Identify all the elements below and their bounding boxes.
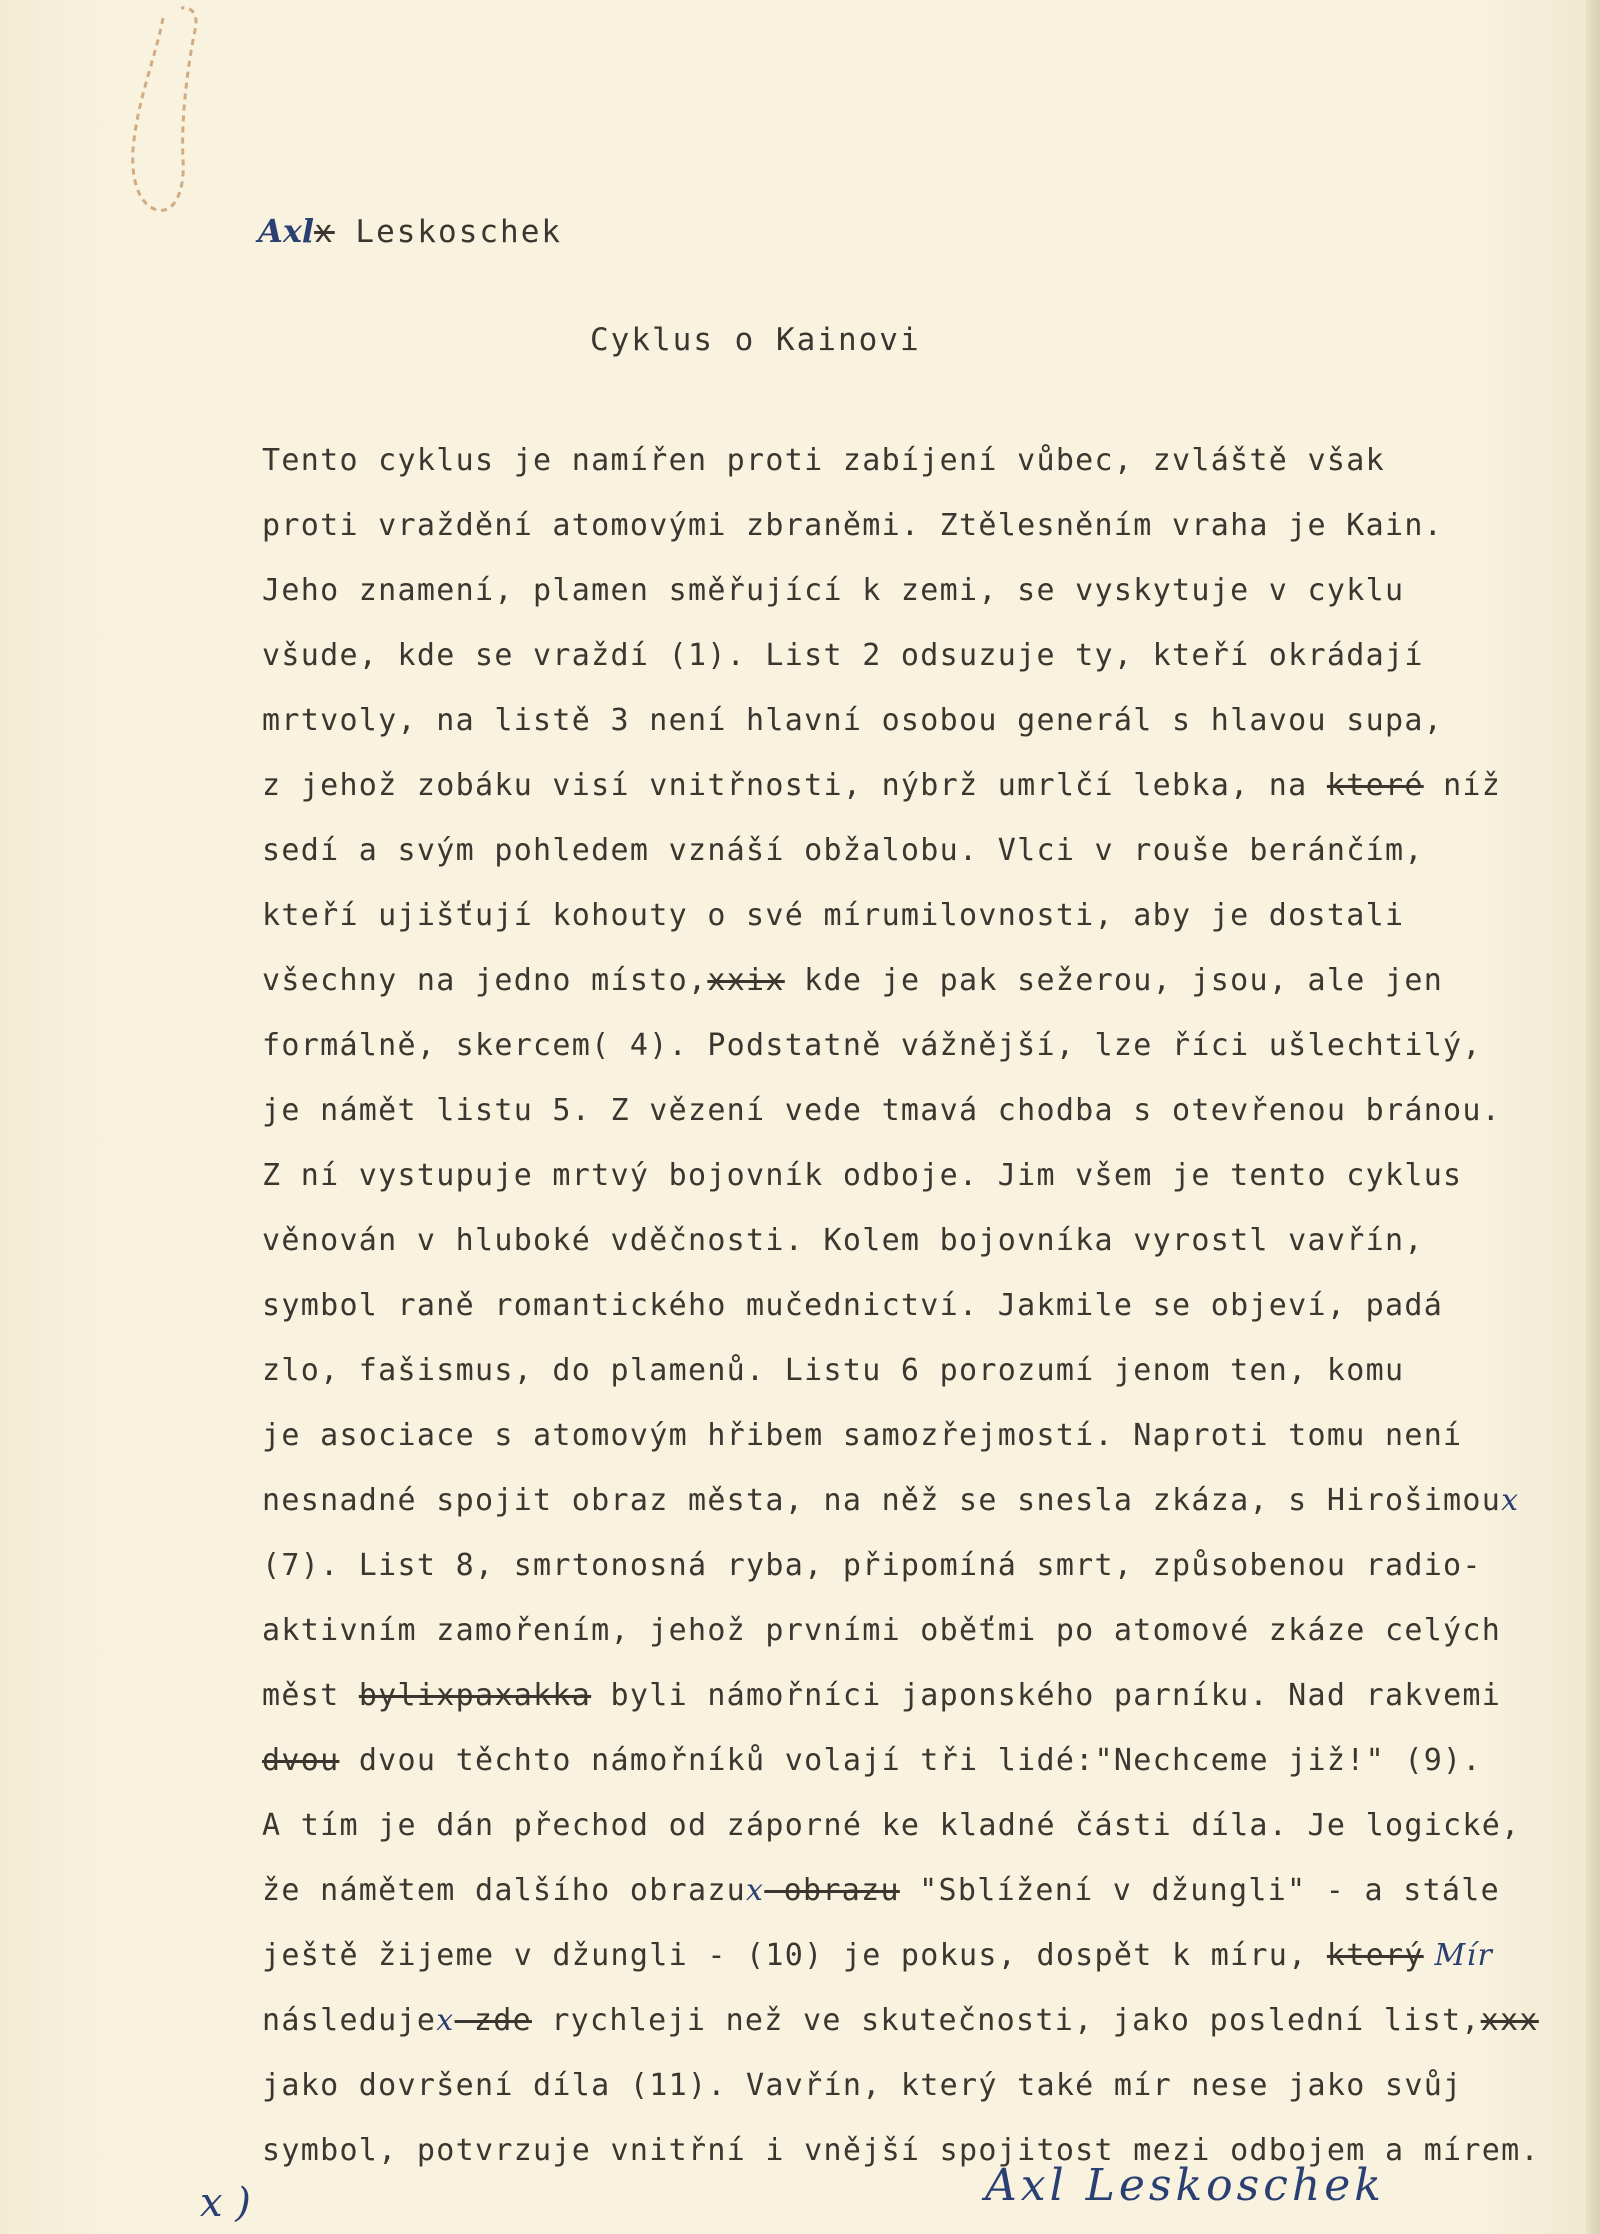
text-line: [262, 1858, 1592, 1923]
handwritten-insertion: x: [436, 2003, 455, 2038]
line-text-before: měst: [262, 1678, 359, 1713]
line-text: je asociace s atomovým hřibem samozřejmostí. Naproti tomu není: [262, 1418, 1463, 1453]
line-text: jako dovršení díla (11). Vavřín, který také mír nese jako svůj: [262, 2068, 1463, 2103]
line-text-after: "Sblížení v džungli" - a stále: [899, 1873, 1501, 1908]
line-text-before: všechny na jedno místo,: [262, 963, 708, 998]
line-text: formálně, skercem( 4). Podstatně vážnější, lze říci ušlechtilý,: [262, 1028, 1482, 1063]
author-typed-name: Leskoschek: [355, 214, 563, 250]
author-line: [258, 212, 562, 250]
handwritten-bottom-mark: x ): [200, 2180, 251, 2226]
handwritten-insertion: x: [1501, 1483, 1520, 1518]
line-text: je námět listu 5. Z vězení vede tmavá chodba s otevřenou bránou.: [262, 1093, 1502, 1128]
text-line: [262, 1338, 1592, 1403]
line-text: mrtvoly, na listě 3 není hlavní osobou generál s hlavou supa,: [262, 703, 1444, 738]
text-line: [262, 948, 1592, 1013]
text-line: [262, 1013, 1592, 1078]
text-line: [262, 2053, 1592, 2118]
line-text-before: následuje: [262, 2003, 437, 2038]
line-text: proti vraždění atomovými zbraněmi. Ztělesněním vraha je Kain.: [262, 508, 1444, 543]
text-line: [262, 818, 1592, 883]
line-text: kteří ujišťují kohouty o své mírumilovnosti, aby je dostali: [262, 898, 1405, 933]
text-line: [262, 1598, 1592, 1663]
document-title: Cyklus o Kainovi: [590, 322, 921, 358]
line-text-before: z jehož zobáku visí vnitřnosti, nýbrž umrlčí lebka, na: [262, 768, 1327, 803]
handwritten-insertion: Mír: [1423, 1938, 1494, 1973]
text-line: [262, 1923, 1592, 1988]
text-line: [262, 1143, 1592, 1208]
struck-text: obrazu: [764, 1873, 900, 1908]
text-line: [262, 1403, 1592, 1468]
text-line: [262, 493, 1592, 558]
struck-text: xxx: [1480, 2003, 1539, 2038]
line-text: všude, kde se vraždí (1). List 2 odsuzuje ty, kteří okrádají: [262, 638, 1424, 673]
text-line: [262, 883, 1592, 948]
line-text: zlo, fašismus, do plamenů. Listu 6 porozumí jenom ten, komu: [262, 1353, 1405, 1388]
struck-text: které: [1326, 768, 1424, 803]
line-text: symbol raně romantického mučednictví. Jakmile se objeví, padá: [262, 1288, 1444, 1323]
line-text: sedí a svým pohledem vznáší obžalobu. Vlci v rouše beránčím,: [262, 833, 1424, 868]
line-text-after: dvou těchto námořníků volají tři lidé:"Nechceme již!" (9).: [339, 1743, 1482, 1778]
text-line: [262, 2118, 1592, 2183]
text-line: [262, 1988, 1592, 2053]
text-line: [262, 1468, 1592, 1533]
text-line: [262, 623, 1592, 688]
line-text: věnován v hluboké vděčnosti. Kolem bojovníka vyrostl vavřín,: [262, 1223, 1424, 1258]
line-text: A tím je dán přechod od záporné ke kladné části díla. Je logické,: [262, 1808, 1521, 1843]
line-text-after: níž: [1423, 768, 1502, 803]
text-line: [262, 1793, 1592, 1858]
text-line: [262, 1533, 1592, 1598]
text-line: [262, 1663, 1592, 1728]
handwritten-insertion: x: [746, 1873, 765, 1908]
paperclip-mark: [115, 0, 205, 220]
text-line: [262, 558, 1592, 623]
line-text: symbol, potvrzuje vnitřní i vnější spojitost mezi odbojem a mírem.: [262, 2133, 1540, 2168]
handwritten-signature: Axl Leskoschek: [985, 2160, 1385, 2211]
line-text: Jeho znamení, plamen směřující k zemi, se vyskytuje v cyklu: [262, 573, 1405, 608]
line-text-before: ještě žijeme v džungli - (10) je pokus, dospět k míru,: [262, 1938, 1327, 1973]
text-line: [262, 1078, 1592, 1143]
author-handwritten-name: Axl: [258, 212, 315, 250]
line-text: aktivním zamořením, jehož prvními oběťmi po atomové zkáze celých: [262, 1613, 1502, 1648]
text-line: [262, 1728, 1592, 1793]
struck-typed-char: x: [314, 214, 335, 250]
struck-text: dvou: [262, 1743, 340, 1778]
struck-text: který: [1326, 1938, 1424, 1973]
body-text: [262, 428, 1592, 2183]
line-text: Z ní vystupuje mrtvý bojovník odboje. Jim všem je tento cyklus: [262, 1158, 1463, 1193]
line-text: Tento cyklus je namířen proti zabíjení vůbec, zvláště však: [262, 443, 1385, 478]
text-line: [262, 688, 1592, 753]
struck-text: bylixpaxakka: [358, 1678, 592, 1713]
line-text-before: nesnadné spojit obraz města, na něž se snesla zkáza, s Hirošimou: [262, 1483, 1502, 1518]
text-line: [262, 753, 1592, 818]
text-line: [262, 1208, 1592, 1273]
line-text-before: že námětem dalšího obrazu: [262, 1873, 747, 1908]
line-text: (7). List 8, smrtonosná ryba, připomíná smrt, způsobenou radio-: [262, 1548, 1482, 1583]
line-text-after: byli námořníci japonského parníku. Nad rakvemi: [591, 1678, 1502, 1713]
text-line: [262, 428, 1592, 493]
struck-text: xxix: [707, 963, 785, 998]
line-text-after: rychleji než ve skutečnosti, jako poslední list,: [531, 2003, 1481, 2038]
line-text-after: kde je pak sežerou, jsou, ale jen: [784, 963, 1444, 998]
text-line: [262, 1273, 1592, 1338]
struck-text: zde: [454, 2003, 532, 2038]
